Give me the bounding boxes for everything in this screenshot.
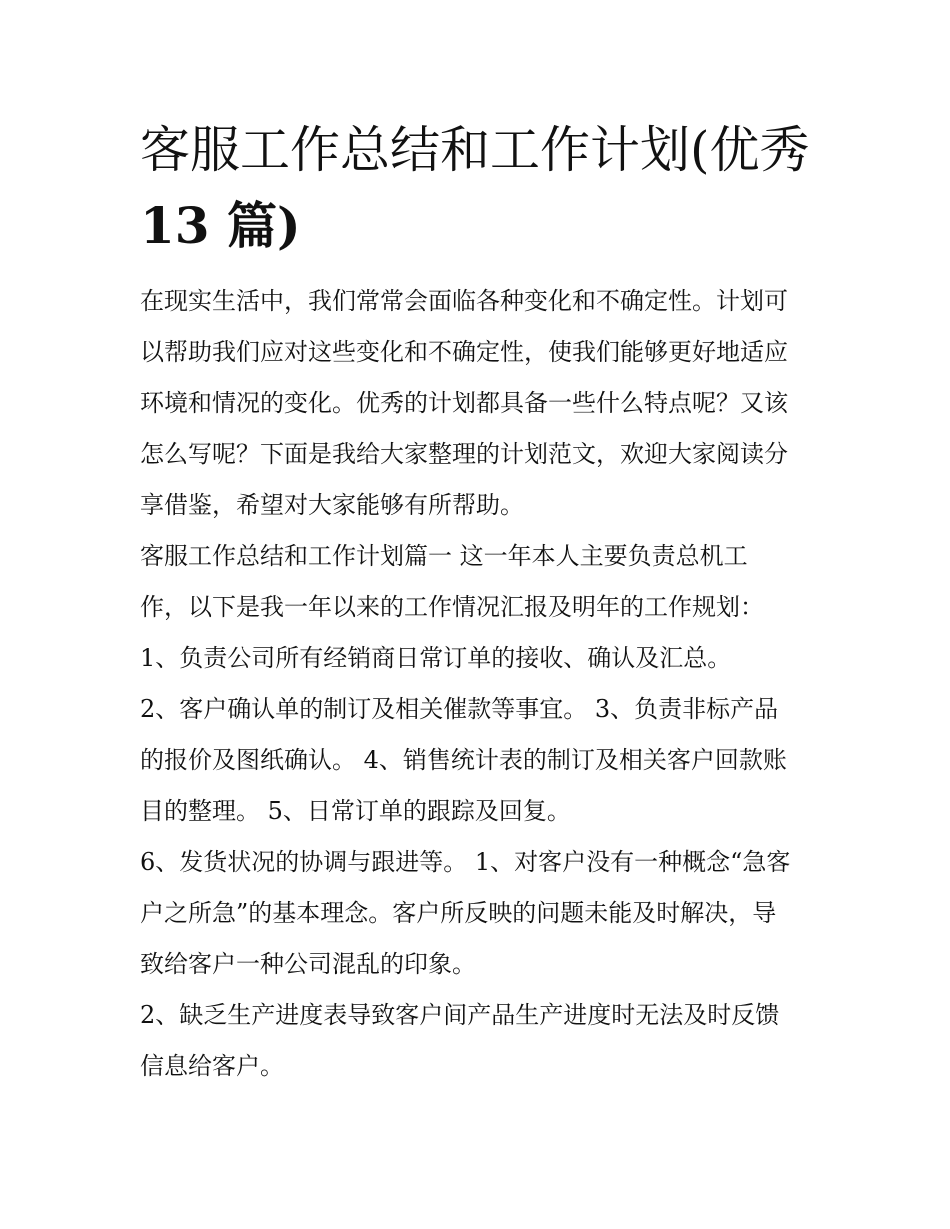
body-line: 作，以下是我一年以来的工作情况汇报及明年的工作规划： <box>140 593 764 621</box>
document-body <box>140 276 830 1092</box>
title-line-2: 13 篇) <box>140 196 301 255</box>
body-line: 户之所急”的基本理念。客户所反映的问题未能及时解决，导 <box>140 899 777 927</box>
body-line: 信息给客户。 <box>140 1052 284 1080</box>
body-line: 在现实生活中，我们常常会面临各种变化和不确定性。计划可 <box>140 287 788 315</box>
body-line: 的报价及图纸确认。 4、销售统计表的制订及相关客户回款账 <box>140 746 787 774</box>
body-line: 怎么写呢？下面是我给大家整理的计划范文，欢迎大家阅读分 <box>140 440 788 468</box>
body-line: 客服工作总结和工作计划篇一 这一年本人主要负责总机工 <box>140 542 748 570</box>
body-line: 享借鉴，希望对大家能够有所帮助。 <box>140 491 524 519</box>
body-line: 致给客户一种公司混乱的印象。 <box>140 950 476 978</box>
body-line: 以帮助我们应对这些变化和不确定性，使我们能够更好地适应 <box>140 338 788 366</box>
body-line: 1、负责公司所有经销商日常订单的接收、确认及汇总。 <box>140 644 732 672</box>
body-line: 环境和情况的变化。优秀的计划都具备一些什么特点呢？又该 <box>140 389 788 417</box>
body-line: 2、客户确认单的制订及相关催款等事宜。 3、负责非标产品 <box>140 695 779 723</box>
document-title <box>140 112 820 264</box>
title-line-1: 客服工作总结和工作计划(优秀 <box>140 121 810 179</box>
body-line: 目的整理。 5、日常订单的跟踪及回复。 <box>140 797 571 825</box>
body-line: 6、发货状况的协调与跟进等。 1、对客户没有一种概念“急客 <box>140 848 791 876</box>
body-line: 2、缺乏生产进度表导致客户间产品生产进度时无法及时反馈 <box>140 1001 780 1029</box>
